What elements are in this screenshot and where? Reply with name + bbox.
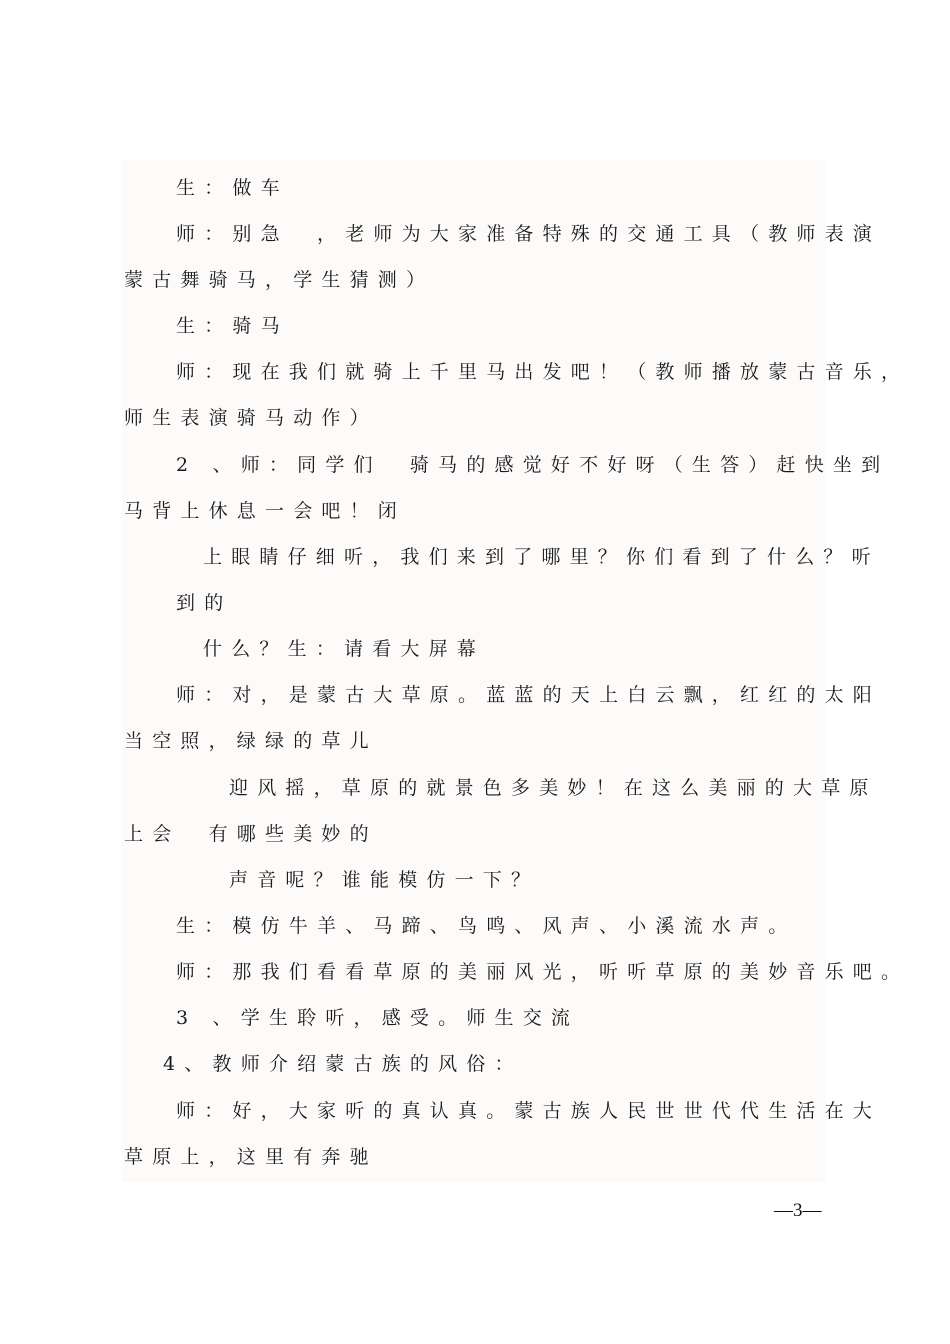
- text-line: 师：那我们看看草原的美丽风光，听听草原的美妙音乐吧。: [176, 961, 910, 983]
- text-line: 师：现在我们就骑上千里马出发吧！（教师播放蒙古音乐，: [176, 361, 910, 383]
- text-line: 马背上休息一会吧！闭: [124, 500, 407, 522]
- text-line: 迎风摇，草原的就景色多美妙！在这么美丽的大草原: [229, 777, 878, 799]
- text-line: 上眼睛仔细听，我们来到了哪里？你们看到了什么？听: [203, 546, 880, 568]
- text-line: 2 、师：同学们 骑马的感觉好不好呀（生答）赶快坐到: [176, 454, 890, 476]
- text-line: 生：模仿牛羊、马蹄、鸟鸣、风声、小溪流水声。: [176, 915, 797, 937]
- text-line: 声音呢？谁能模仿一下？: [229, 869, 540, 891]
- text-line: 草原上，这里有奔驰: [124, 1146, 378, 1168]
- text-line: 生：做车: [176, 177, 289, 199]
- text-line: 4、教师介绍蒙古族的风俗：: [163, 1053, 523, 1075]
- text-line: 上会 有哪些美妙的: [124, 823, 378, 845]
- page-number: —3—: [774, 1200, 822, 1221]
- text-line: 3 、学生聆听，感受。师生交流: [176, 1007, 580, 1029]
- text-line: 蒙古舞骑马，学生猜测）: [124, 269, 435, 291]
- text-line: 当空照，绿绿的草儿: [124, 730, 378, 752]
- text-line: 到的: [176, 592, 233, 614]
- text-line: 生：骑马: [176, 315, 289, 337]
- text-line: 师：别急 ，老师为大家准备特殊的交通工具（教师表演: [176, 223, 882, 245]
- text-line: 什么？生：请看大屏幕: [203, 638, 486, 660]
- text-line: 师：好，大家听的真认真。蒙古族人民世世代代生活在大: [176, 1100, 882, 1122]
- text-line: 师：对，是蒙古大草原。蓝蓝的天上白云飘，红红的太阳: [176, 684, 882, 706]
- text-line: 师生表演骑马动作）: [124, 407, 378, 429]
